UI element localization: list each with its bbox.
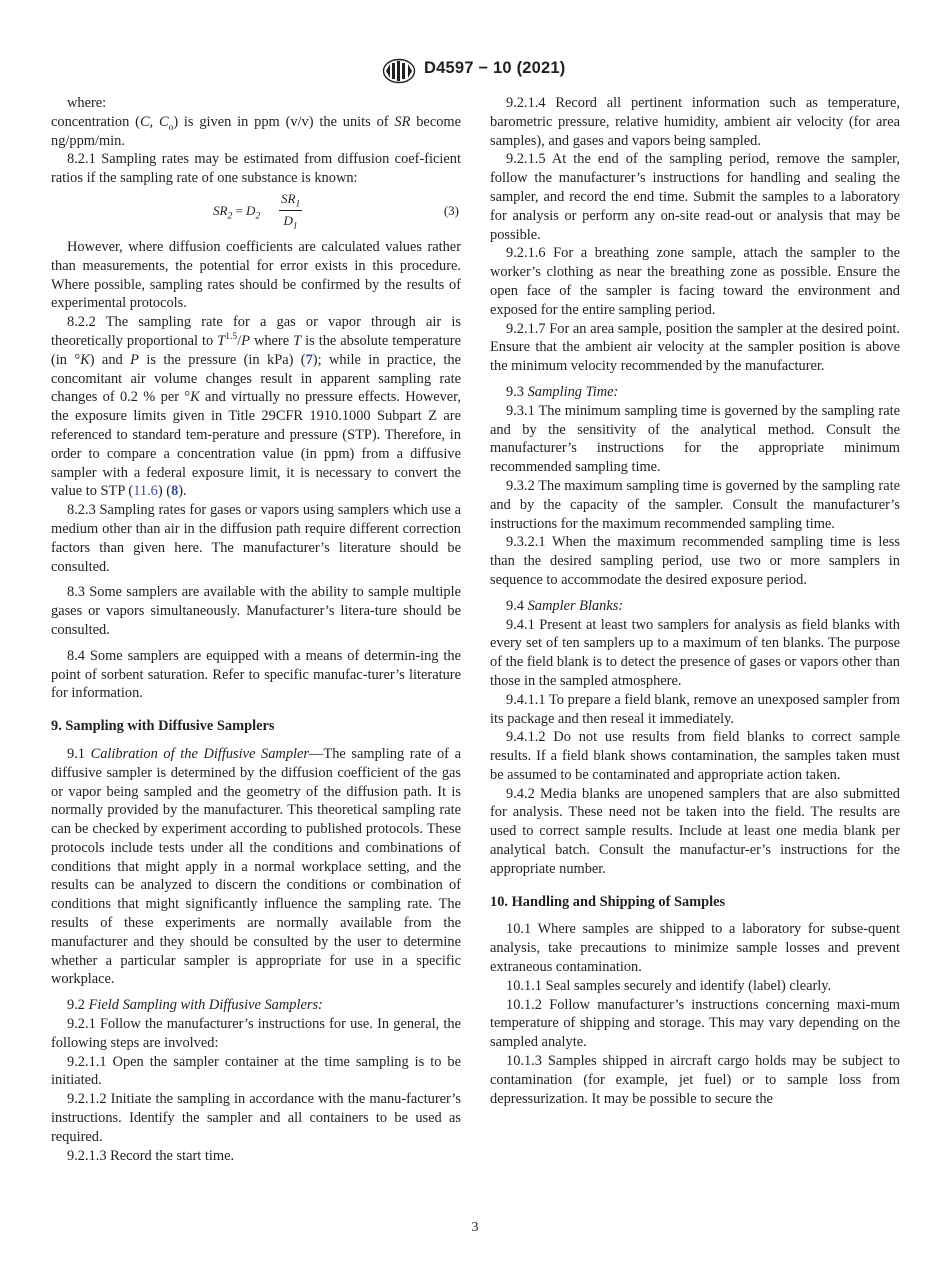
paragraph-9-4-1-2: 9.4.1.2 Do not use results from field blanks to correct sample results. If a field blank shows contamination, the samples taken must be assumed to be contaminated and appropriate action taken. <box>490 729 900 783</box>
paragraph-9-3: 9.3 Sampling Time: <box>506 383 619 400</box>
paragraph-9-2-1-3: 9.2.1.3 Record the start time. <box>67 1147 235 1164</box>
paragraph-9-2: 9.2 Field Sampling with Diffusive Samplers: <box>67 997 323 1014</box>
paragraph-9-2-1-5: 9.2.1.5 At the end of the sampling period, remove the sampler, follow the manufacturer’s instructions for handling and sealing the sampler, and record the end time. Submit the samples to a laboratory for analysis or perform any on-site read-out or analysis that may be possible. <box>490 151 900 243</box>
paragraph-9-3-1: 9.3.1 The minimum sampling time is governed by the sampling rate and by the sensitivity of the analytical method. Consult the manufacturer’s instructions for the appropriate minimum recommended sampling time. <box>490 402 900 476</box>
paragraph-9-1: 9.1 Calibration of the Diffusive Sampler—The sampling rate of a diffusive sampler is determined by the diffusion coefficient of the gas or vapor being sampled and the geometry of the diffusion path. It is normally provided by the manufacturer. This theoretical sampling rate can be checked by experiment according to published protocols. These protocols include tests under all the conditions and combinations of conditions that might apply in a normal workplace setting, and the results can be analyzed to discern the conditions or combination of conditions that might significantly influence the sampling rate. The results of these experiments are normally available from the manufacturer and they should be consulted by the user to determine whether a particular sampler is appropriate for use in a specific workplace. <box>51 745 461 988</box>
equation-number: (3) <box>443 202 459 218</box>
paragraph-9-2-1: 9.2.1 Follow the manufacturer’s instructions for use. In general, the following steps are involved: <box>51 1016 461 1051</box>
astm-logo <box>382 58 416 84</box>
paragraph-9-4-1-1: 9.4.1.1 To prepare a field blank, remove an unexposed sampler from its package and then reseal it immediately. <box>490 691 900 727</box>
paragraph-10-1-1: 10.1.1 Seal samples securely and identify (label) clearly. <box>506 977 832 994</box>
page-number: 3 <box>471 1220 479 1235</box>
paragraph-9-2-1-1: 9.2.1.1 Open the sampler container at the time sampling is to be initiated. <box>51 1053 461 1089</box>
paragraph-8-2-1: 8.2.1 Sampling rates may be estimated from diffusion coef-ficient ratios if the sampling rate of one substance is known: <box>51 151 461 187</box>
paragraph-10-1: 10.1 Where samples are shipped to a laboratory for subse-quent analysis, take precautions to minimize sample losses and prevent extraneous contamination. <box>490 921 900 976</box>
left-column <box>51 94 461 1165</box>
paragraph-8-4: 8.4 Some samplers are equipped with a means of determin-ing the point of sorbent saturation. Refer to specific manufac-turer’s literature for information. <box>51 647 461 702</box>
section-heading-10: 10. Handling and Shipping of Samples <box>490 893 726 910</box>
paragraph-9-2-1-6: 9.2.1.6 For a breathing zone sample, attach the sampler to the worker’s clothing as near the breathing zone as possible. Ensure the open face of the sampler is facing toward the environment and exposed for the entire sampling period. <box>490 245 900 318</box>
equation-3 <box>51 190 461 234</box>
paragraph-8-3: 8.3 Some samplers are available with the ability to sample multiple gases or vapors simultaneously. Manufacturer’s litera-ture should be consulted. <box>51 584 461 638</box>
reference-link-8[interactable]: 8 <box>171 483 179 500</box>
reference-link-7[interactable]: 7 <box>305 351 313 368</box>
paragraph-9-3-2: 9.3.2 The maximum sampling time is governed by the sampling rate and by the capacity of the sampler. Consult the manufacturer’s instructions for the maximum recommended sampling time. <box>490 477 900 532</box>
paragraph-9-4: 9.4 Sampler Blanks: <box>506 597 624 614</box>
section-heading-9: 9. Sampling with Diffusive Samplers <box>51 718 275 735</box>
paragraph-8-2-3: 8.2.3 Sampling rates for gases or vapors using samplers which use a medium other than air in the diffusion path require different correction factors than given here. The manufacturer’s literature should be consulted. <box>51 502 461 575</box>
page-header <box>0 58 950 84</box>
paragraph-where: where: <box>67 95 107 111</box>
paragraph-however: However, where diffusion coefficients are calculated values rather than measurements, the potential for error exists in this procedure. Where possible, sampling rates should be confirmed by the results of experimental protocols. <box>51 238 461 312</box>
paragraph-9-3-2-1: 9.3.2.1 When the maximum recommended sampling time is less than the desired sampling period, use two or more samplers in sequence to accommodate the desired exposure period. <box>490 534 900 588</box>
section-link-11-6[interactable]: 11.6 <box>133 483 158 500</box>
paragraph-8-2-2: 8.2.2 The sampling rate for a gas or vapor through air is theoretically proportional to $T^{1.5}/P$ where T is the absolute temperature (in °K) and P is the pressure (in kPa) (7); while in practice, the concomitant air volume changes result in apparent sampling rate changes of 0.2 % per °K and virtually no pressure effects. However, the exposure limits given in Title 29CFR 1910.1000 Subpart Z are referenced to standard tem-perature and pressure (STP). Therefore, in order to compare a concentration value (in ppm) from a diffusive sampler with a federal exposure limit, it is necessary to convert the value to STP (11.6) (8). <box>51 314 462 500</box>
document-id: D4597 − 10 (2021) <box>424 59 566 77</box>
equation-lhs: $SR_2 = D_2$ <box>213 202 261 222</box>
paragraph-10-1-3: 10.1.3 Samples shipped in aircraft cargo holds may be subject to contamination (for example, jet fuel) or to sample loss from depressurization. It may be possible to secure the <box>490 1053 900 1107</box>
paragraph-9-2-1-4: 9.2.1.4 Record all pertinent information such as temperature, barometric pressure, relative humidity, ambient air velocity (for area samples), and gases and vapors being sampled. <box>490 95 900 149</box>
paragraph-9-2-1-7: 9.2.1.7 For an area sample, position the sampler at the desired point. Ensure that the ambient air velocity at the sampler position is above the minimum velocity recommended by the manufacturer. <box>490 320 900 375</box>
paragraph-9-4-2: 9.4.2 Media blanks are unopened samplers that are also submitted for analysis. These need not be taken into the field. The results are used to correct sample results. Include at least one media blank per analytical batch. Consult the manufactur-er’s instructions for the appropriate number. <box>490 785 900 877</box>
paragraph-9-4-1: 9.4.1 Present at least two samplers for analysis as field blanks with every set of ten samplers up to a maximum of ten blanks. The purpose of the field blank is to detect the presence of gases or vapors other than those in the sampled atmosphere. <box>490 616 900 689</box>
paragraph-9-2-1-2: 9.2.1.2 Initiate the sampling in accordance with the manu-facturer’s instructions. Identify the sampler and all containers to be used as required. <box>51 1091 461 1145</box>
paragraph-concentration: concentration (C, $C_o$) is given in ppm (v/v) the units of SR become ng/ppm/min. <box>51 113 461 149</box>
right-column <box>490 94 900 1108</box>
equation-fraction: $\frac{SR_1}{D_1}$ <box>281 190 301 232</box>
paragraph-10-1-2: 10.1.2 Follow manufacturer’s instructions concerning maxi-mum temperature of shipping and storage. This may vary depending on the sampled analyte. <box>490 996 900 1051</box>
